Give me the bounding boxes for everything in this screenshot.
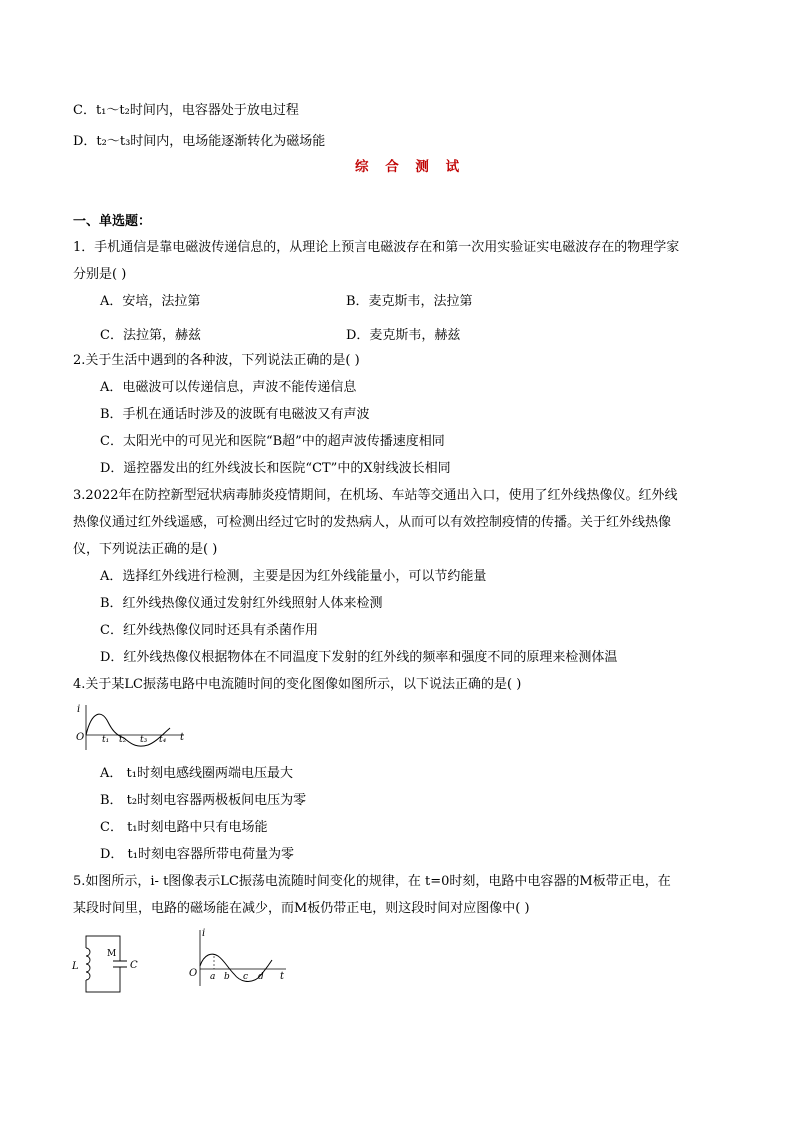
q5-label-o: O: [189, 968, 198, 979]
q4-label-i: i: [77, 704, 81, 715]
part-heading: 一、单选题：: [73, 214, 152, 229]
q3-option-a: A．选择红外线进行检测，主要是因为红外线能量小，可以节约能量: [100, 569, 487, 584]
label-m: M: [107, 949, 117, 959]
q4-option-d: D． t₁时刻电容器所带电荷量为零: [100, 847, 294, 862]
prev-option-c: C．t₁～t₂时间内，电容器处于放电过程: [73, 103, 299, 118]
q3-option-d: D．红外线热像仪根据物体在不同温度下发射的红外线的频率和强度不同的原理来检测体温: [100, 650, 618, 665]
q1-option-a: A．安培，法拉第: [100, 294, 201, 309]
q2-option-d: D．遥控器发出的红外线波长和医院“CT”中的X射线波长相同: [100, 461, 451, 476]
q4-option-a: A． t₁时刻电感线圈两端电压最大: [100, 766, 293, 781]
q5-current-graph: [188, 926, 298, 996]
q3-stem-line2: 热像仪通过红外线遥感，可检测出经过它时的发热病人，从而可以有效控制疫情的传播。关于红外线热像: [73, 515, 672, 530]
q4-label-t3: t₃: [140, 735, 148, 745]
q4-current-graph: [72, 700, 202, 755]
q5-label-a: a: [210, 972, 216, 982]
q5-stem-line2: 某段时间里，电路的磁场能在减少，而M板仍带正电，则这段时间对应图像中( ): [73, 901, 530, 916]
q2-option-c: C．太阳光中的可见光和医院“B超”中的超声波传播速度相同: [100, 434, 445, 449]
q4-label-t4: t₄: [159, 735, 167, 745]
q2-option-a: A．电磁波可以传递信息，声波不能传递信息: [100, 380, 357, 395]
q4-label-t: t: [180, 732, 185, 743]
q4-stem: 4.关于某LC振荡电路中电流随时间的变化图像如图所示，以下说法正确的是( ): [73, 677, 522, 692]
q4-label-t2: t₂: [119, 735, 127, 745]
q4-label-t1: t₁: [102, 735, 110, 745]
q2-option-b: B．手机在通话时涉及的波既有电磁波又有声波: [100, 407, 370, 422]
q5-label-d: d: [258, 972, 264, 982]
q3-stem-line1: 3.2022年在防控新型冠状病毒肺炎疫情期间，在机场、车站等交通出入口，使用了红外线热像仪。红外线: [73, 488, 678, 503]
q1-stem-line1: 1．手机通信是靠电磁波传递信息的，从理论上预言电磁波存在和第一次用实验证实电磁波存在的物理学家: [73, 240, 680, 255]
q4-option-b: B． t₂时刻电容器两极板间电压为零: [100, 793, 307, 808]
prev-option-d: D．t₂～t₃时间内，电场能逐渐转化为磁场能: [73, 134, 326, 149]
q2-stem: 2.关于生活中遇到的各种波，下列说法正确的是( ): [73, 353, 360, 368]
q5-stem-line1: 5.如图所示，i- t图像表示LC振荡电流随时间变化的规律，在 t=0时刻，电路中电容器的M板带正电，在: [73, 874, 671, 889]
section-title: 综 合 测 试: [355, 159, 466, 175]
q1-stem-line2: 分别是( ): [73, 267, 127, 282]
q5-label-t: t: [280, 971, 285, 982]
lc-circuit-diagram: [70, 928, 150, 998]
q5-label-c: c: [243, 972, 249, 982]
q5-label-b: b: [224, 972, 230, 982]
q3-option-c: C．红外线热像仪同时还具有杀菌作用: [100, 623, 318, 638]
q1-option-d: D．麦克斯韦，赫兹: [346, 328, 461, 343]
q4-current-curve: [86, 714, 170, 746]
label-c: C: [130, 960, 138, 971]
q1-option-b: B．麦克斯韦，法拉第: [346, 294, 473, 309]
q4-option-c: C． t₁时刻电路中只有电场能: [100, 820, 268, 835]
q5-label-i: i: [202, 928, 206, 939]
q3-option-b: B．红外线热像仪通过发射红外线照射人体来检测: [100, 596, 383, 611]
label-l: L: [72, 961, 79, 972]
q4-label-o: O: [76, 732, 85, 743]
q1-option-c: C．法拉第，赫兹: [100, 328, 201, 343]
q3-stem-line3: 仪，下列说法正确的是( ): [73, 542, 218, 557]
